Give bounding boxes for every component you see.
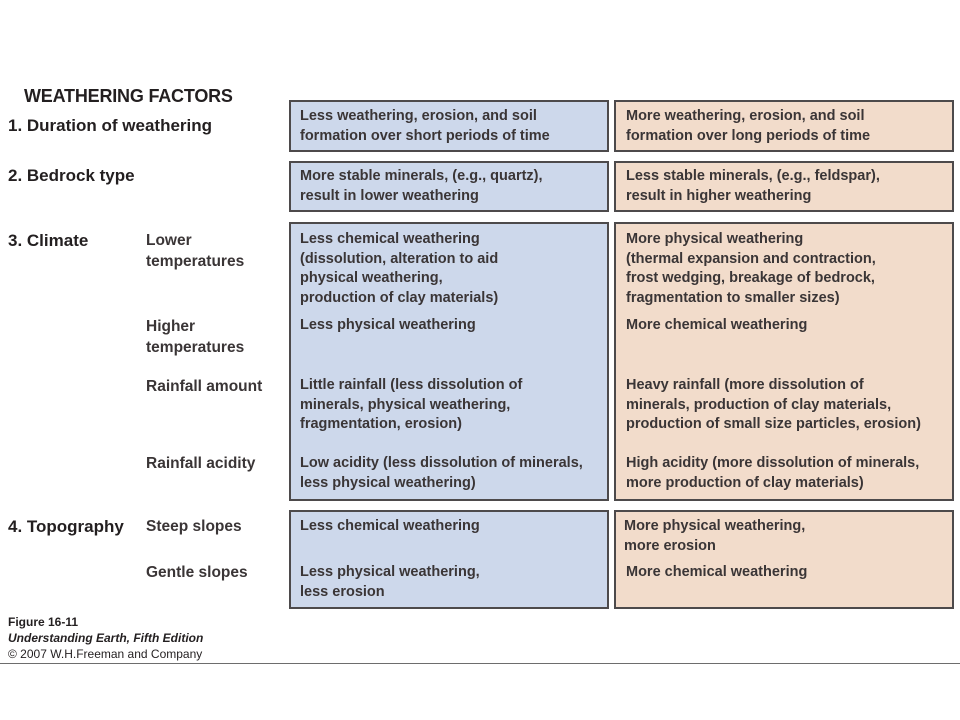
sub-label-gentle-slopes: Gentle slopes — [146, 564, 248, 581]
sub-label-rainfall-amount: Rainfall amount — [146, 378, 263, 395]
figure-number: Figure 16-11 — [8, 615, 79, 629]
more-text-steep-slopes: More physical weathering, more erosion — [624, 518, 806, 554]
less-text-rainfall-acidity: Low acidity (less dissolution of minerals, less physical weathering) — [300, 455, 583, 491]
less-text-lower-temperatures: Less chemical weathering (dissolution, alteration to aid physical weathering, production of clay materials) — [300, 231, 499, 306]
sub-label-rainfall-acidity: Rainfall acidity — [146, 455, 256, 472]
more-text-rainfall-amount: Heavy rainfall (more dissolution of minerals, production of clay materials, production of small size particles, erosion) — [626, 377, 921, 432]
more-text-gentle-slopes: More chemical weathering — [626, 564, 808, 580]
more-text-higher-temperatures: More chemical weathering — [626, 317, 808, 333]
factor-label-climate: 3. Climate — [8, 231, 89, 250]
sub-label-steep-slopes: Steep slopes — [146, 518, 242, 535]
less-text-duration: Less weathering, erosion, and soil formation over short periods of time — [300, 108, 550, 144]
sub-label-lower-temperatures: Lower temperatures — [146, 232, 245, 270]
figure-caption — [8, 614, 203, 662]
copyright-notice: © 2007 W.H.Freeman and Company — [8, 647, 203, 661]
sub-label-higher-temperatures: Higher temperatures — [146, 318, 245, 356]
less-text-higher-temperatures: Less physical weathering — [300, 317, 476, 333]
more-text-bedrock: Less stable minerals, (e.g., feldspar), result in higher weathering — [626, 168, 880, 204]
factor-label-topography: 4. Topography — [8, 517, 124, 536]
bottom-divider — [0, 663, 960, 664]
factor-label-duration: 1. Duration of weathering — [8, 116, 213, 135]
less-text-gentle-slopes: Less physical weathering, less erosion — [300, 564, 480, 600]
factor-label-bedrock: 2. Bedrock type — [8, 166, 135, 185]
less-text-rainfall-amount: Little rainfall (less dissolution of minerals, physical weathering, fragmentation, erosion) — [300, 377, 523, 432]
more-text-duration: More weathering, erosion, and soil formation over long periods of time — [626, 108, 871, 144]
more-text-rainfall-acidity: High acidity (more dissolution of minerals, more production of clay materials) — [626, 455, 920, 491]
less-text-steep-slopes: Less chemical weathering — [300, 518, 480, 534]
diagram-title: WEATHERING FACTORS — [24, 86, 233, 106]
book-title: Understanding Earth, Fifth Edition — [8, 631, 204, 645]
more-text-lower-temperatures: More physical weathering (thermal expansion and contraction, frost wedging, breakage of bedrock, fragmentation to smaller sizes) — [626, 231, 876, 306]
less-text-bedrock: More stable minerals, (e.g., quartz), result in lower weathering — [300, 168, 543, 204]
